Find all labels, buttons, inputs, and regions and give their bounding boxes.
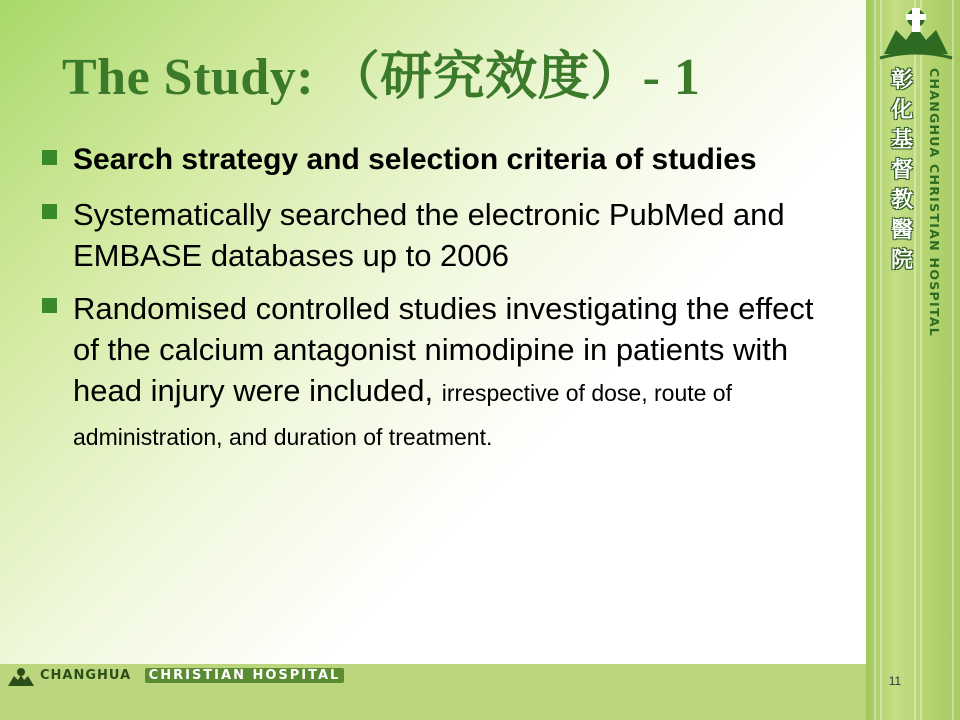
bullet-item	[40, 140, 840, 180]
slide-title: The Study: （研究效度）- 1	[62, 49, 701, 106]
bullet-item	[40, 288, 840, 458]
bullet-text: Search strategy and selection criteria of studies	[73, 143, 757, 176]
footer-logo-icon	[6, 666, 36, 688]
square-bullet-icon	[42, 150, 57, 165]
footer-hospital-name	[40, 668, 344, 683]
square-bullet-icon	[42, 204, 57, 219]
vertical-english-name: CHANGHUA CHRISTIAN HOSPITAL	[927, 68, 942, 338]
bullet-small-text: irrespective of dose, route of administration, and duration of treatment.	[73, 380, 732, 450]
hospital-logo-icon	[876, 4, 956, 62]
footer-name-part1: CHANGHUA	[40, 668, 132, 683]
vertical-chinese-name: 彰化基督教醫院	[890, 68, 913, 273]
bullet-text: Systematically searched the electronic PubMed and EMBASE databases up to 2006	[73, 197, 785, 273]
square-bullet-icon	[42, 298, 57, 313]
page-number: 11	[888, 674, 902, 688]
bullet-list	[40, 140, 840, 470]
bullet-text: Randomised controlled studies investigating the effect of the calcium antagonist nimodipine in patients with head injury were included,	[73, 291, 814, 408]
footer-name-part2: CHRISTIAN HOSPITAL	[145, 668, 345, 683]
bullet-item	[40, 194, 840, 276]
